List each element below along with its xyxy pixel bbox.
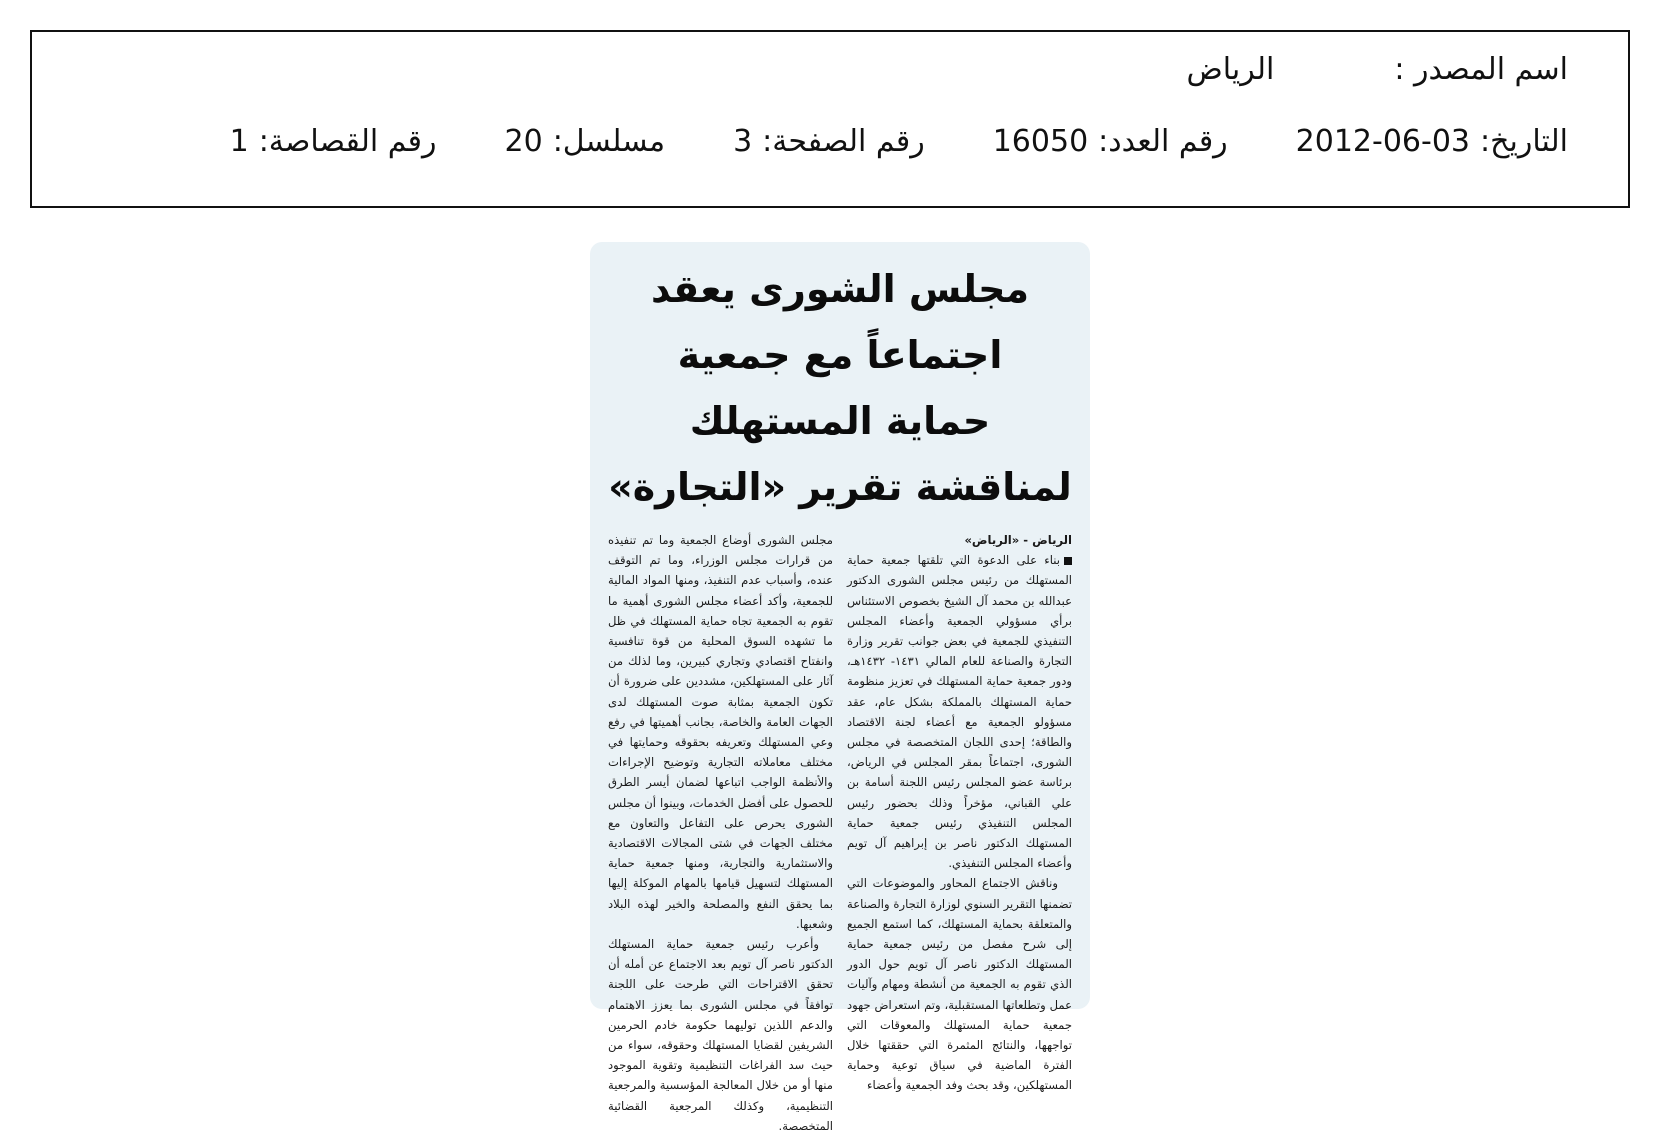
clip-number-value: 1 — [229, 124, 249, 159]
page-value: 3 — [733, 124, 753, 159]
metadata-row-source — [92, 52, 1568, 87]
source-value: الرياض — [1186, 52, 1275, 87]
metadata-row-details — [92, 124, 1568, 159]
source-label: اسم المصدر : — [1394, 52, 1568, 87]
headline-line-2: حماية المستهلك لمناقشة تقرير «التجارة» — [608, 399, 1072, 509]
article-columns — [608, 530, 1072, 1133]
article-column-right — [847, 530, 1072, 1120]
article-headline — [608, 256, 1072, 520]
page-field — [733, 124, 925, 159]
paragraph: وأعرب رئيس جمعية حماية المستهلك الدكتور ناصر آل تويم بعد الاجتماع عن أمله أن تحقق الاقتراحات التي طرحت على اللجنة توافقاً في مجلس الشورى بما يعزز الاهتمام والدعم اللذين توليهما حكومة خادم الحرمين الشريفين لقضايا المستهلك وحقوقه، سواء من حيث سد الفراغات التنظيمية وتقوية الموجود منها أو من خلال المعالجة المؤسسية والمرجعية التنظيمية، وكذلك المرجعية القضائية المتخصصة. — [608, 937, 833, 1133]
serial-field — [505, 124, 666, 159]
article-column-left — [608, 530, 833, 1133]
issue-field — [993, 124, 1228, 159]
date-field — [1296, 124, 1568, 159]
paragraph — [847, 550, 1072, 873]
issue-value: 16050 — [992, 124, 1089, 159]
date-label: التاريخ: — [1480, 124, 1568, 159]
serial-label: مسلسل: — [552, 124, 666, 159]
source-field — [1187, 52, 1568, 87]
newspaper-clipping — [590, 242, 1090, 1133]
headline-line-1: مجلس الشورى يعقد اجتماعاً مع جمعية — [650, 267, 1030, 377]
paragraph: وناقش الاجتماع المحاور والموضوعات التي تضمنها التقرير السنوي لوزارة التجارة والصناعة والمتعلقة بحماية المستهلك، كما استمع الجميع إلى شرح مفصل من رئيس جمعية حماية المستهلك الدكتور ناصر آل تويم حول الدور الذي تقوم به الجمعية من أنشطة ومهام وآليات عمل وتطلعاتها المستقبلية، وتم استعراض جهود جمعية حماية المستهلك والمعوقات التي تواجهها، والنتائج المثمرة التي حققتها خلال الفترة الماضية في سياق توعية وحماية المستهلكين، وقد بحث وفد الجمعية وأعضاء — [847, 876, 1072, 1093]
serial-value: 20 — [504, 124, 543, 159]
bullet-square-icon — [1064, 557, 1072, 565]
date-value: 2012-06-03 — [1295, 124, 1471, 159]
paragraph-text: بناء على الدعوة التي تلقتها جمعية حماية المستهلك من رئيس مجلس الشورى الدكتور عبدالله بن محمد آل الشيخ بخصوص الاستئناس برأي مسؤولي الجمعية وأعضاء المجلس التنفيذي للجمعية في بعض جوانب تقرير وزارة التجارة والصناعة للعام المالي ١٤٣١- ١٤٣٢هـ، ودور جمعية حماية المستهلك في تعزيز منظومة حماية المستهلك بالمملكة بشكل عام، عقد مسؤولو الجمعية مع أعضاء لجنة الاقتصاد والطاقة؛ إحدى اللجان المتخصصة في مجلس الشورى، اجتماعاً بمقر المجلس في الرياض، برئاسة عضو المجلس رئيس اللجنة أسامة بن علي القباني، مؤخراً وذلك بحضور رئيس المجلس التنفيذي رئيس جمعية حماية المستهلك الدكتور ناصر بن إبراهيم آل تويم وأعضاء المجلس التنفيذي. — [847, 553, 1072, 871]
article-dateline: الرياض - «الرياض» — [964, 533, 1072, 547]
issue-label: رقم العدد: — [1098, 124, 1228, 159]
page-label: رقم الصفحة: — [762, 124, 925, 159]
clip-number-label: رقم القصاصة: — [258, 124, 437, 159]
clip-number-field — [230, 124, 437, 159]
clipping-metadata-box — [30, 30, 1630, 208]
paragraph: مجلس الشورى أوضاع الجمعية وما تم تنفيذه من قرارات مجلس الوزراء، وما تم التوقف عنده، وأسباب عدم التنفيذ، ومنها المواد المالية للجمعية، وأكد أعضاء مجلس الشورى أهمية ما تقوم به الجمعية تجاه حماية المستهلك في ظل ما تشهده السوق المحلية من قوة تنافسية وانفتاح اقتصادي وتجاري كبيرين، وما لذلك من آثار على المستهلكين، مشددين على ضرورة أن تكون الجمعية بمثابة صوت المستهلك لدى الجهات العامة والخاصة، بجانب أهميتها في رفع وعي المستهلك وتعريفه بحقوقه وحمايتها في مختلف معاملاته التجارية وتوضيح الإجراءات والأنظمة الواجب اتباعها لضمان أيسر الطرق للحصول على أفضل الخدمات، وبينوا أن مجلس الشورى يحرص على التفاعل والتعاون مع مختلف الجهات في شتى المجالات الاقتصادية والاستثمارية والتجارية، ومنها جمعية حماية المستهلك لتسهيل قيامها بالمهام الموكلة إليها بما يحقق النفع والمصلحة والخير لهذه البلاد وشعبها. — [608, 533, 833, 931]
